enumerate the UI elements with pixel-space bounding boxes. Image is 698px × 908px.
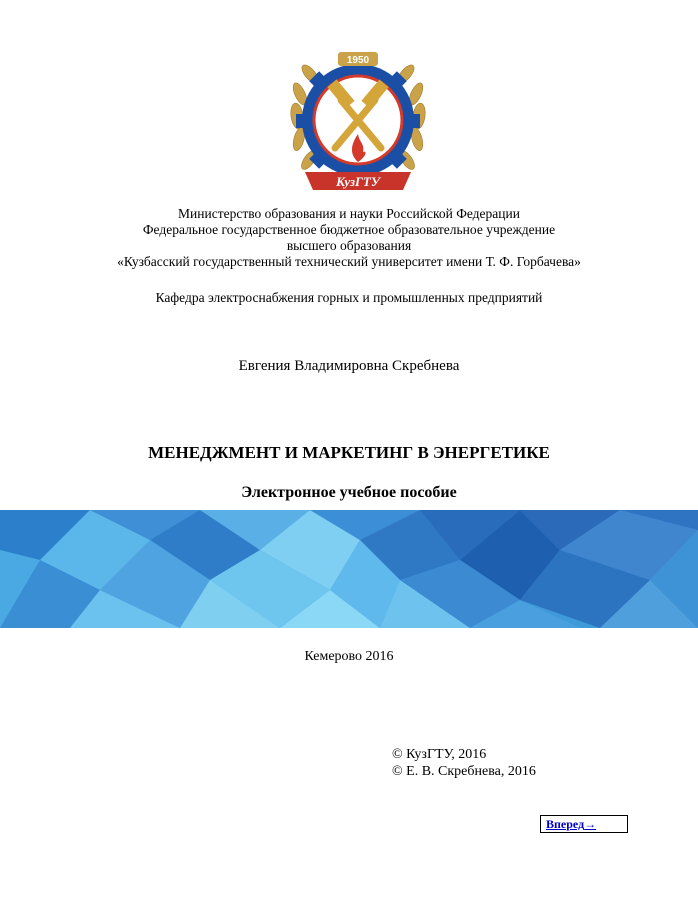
next-page-link[interactable]: [546, 817, 596, 831]
logo-year: 1950: [346, 55, 370, 66]
document-subtitle: Электронное учебное пособие: [241, 484, 457, 501]
copyright-block: [392, 746, 536, 780]
ministry-line: Министерство образования и науки Российской Федерации: [178, 206, 520, 221]
university-logo: [283, 44, 433, 200]
logo-ribbon-text: КузГТУ: [336, 174, 380, 189]
copyright-university: © КузГТУ, 2016: [392, 747, 487, 762]
institution-type-line: Федеральное государственное бюджетное образовательное учреждение: [142, 222, 556, 237]
university-name-line: «Кузбасский государственный технический университет имени Т. Ф. Горбачева»: [117, 254, 581, 269]
arrow-right-icon: →: [584, 817, 597, 831]
city-year: Кемерово 2016: [304, 649, 394, 664]
decorative-banner: [0, 510, 698, 628]
next-page-box: [540, 815, 628, 833]
department-name: Кафедра электроснабжения горных и промышленных предприятий: [155, 290, 543, 305]
next-page-label: Вперед: [546, 817, 585, 831]
author-name: Евгения Владимировна Скребнева: [238, 358, 460, 374]
institution-header: [0, 206, 698, 270]
copyright-author: © Е. В. Скребнева, 2016: [392, 764, 536, 779]
document-title: МЕНЕДЖМЕНТ И МАРКЕТИНГ В ЭНЕРГЕТИКЕ: [148, 443, 550, 462]
education-level-line: высшего образования: [286, 238, 412, 253]
